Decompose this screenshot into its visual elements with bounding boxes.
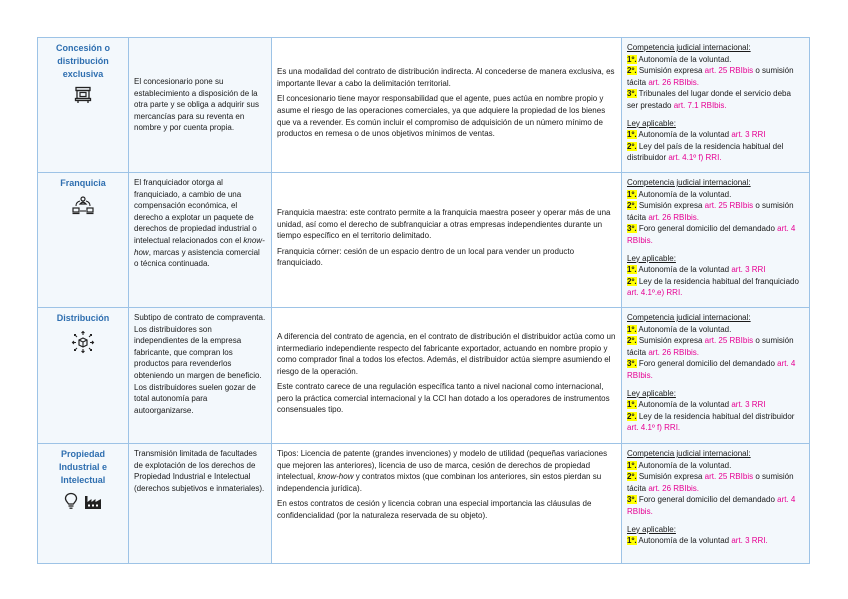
definition-cell [129, 308, 272, 444]
definition-cell [129, 444, 272, 564]
contract-type-cell [38, 38, 129, 173]
competence-item: 1º. Autonomía de la voluntad. [627, 460, 732, 470]
competence-item: 3º. Foro general domicilio del demandado art. 4 RBIbis. [627, 495, 796, 516]
detail-paragraph: En estos contratos de cesión y licencia cobran una especial importancia las cláusulas de confidencialidad (por la naturaleza reservada de su objeto). [277, 499, 592, 520]
contract-type-name: Propiedad Industrial e Intelectual [58, 449, 107, 486]
contract-type-name: Distribución [56, 313, 110, 323]
distribution-icon [71, 330, 95, 354]
applicable-law-title: Ley aplicable: [627, 253, 676, 263]
detail-cell [272, 444, 622, 564]
detail-paragraph: Franquicia maestra: este contrato permite a la franquicia maestra poseer y operar más de una unidad, así como el derecho de subfranquiciar a otras empresas independientes durante un tiempo específico en el territorio delimitado. [277, 208, 611, 241]
applicable-law-title: Ley aplicable: [627, 388, 676, 398]
table-row [38, 444, 810, 564]
law-cell [622, 38, 810, 173]
competence-item: 2º. Sumisión expresa art. 25 RBIbis o sumisión tácita art. 26 RBIbis. [627, 336, 794, 357]
law-cell [622, 308, 810, 444]
contract-type-cell [38, 173, 129, 308]
applicable-law-item: 1º. Autonomía de la voluntad art. 3 RRI [627, 265, 766, 275]
competence-item: 2º. Sumisión expresa art. 25 RBIbis o sumisión tácita art. 26 RBIbis. [627, 472, 794, 493]
contract-type-name: Franquicia [60, 178, 106, 188]
applicable-law-title: Ley aplicable: [627, 118, 676, 128]
lightbulb-icon [64, 492, 78, 510]
applicable-law-item: 1º. Autonomía de la voluntad art. 3 RRI [627, 400, 766, 410]
competence-title: Competencia judicial internacional: [627, 313, 751, 322]
competence-title: Competencia judicial internacional: [627, 43, 751, 52]
competence-item: 3º. Tribunales del lugar donde el servicio deba ser prestado art. 7.1 RBIbis. [627, 89, 791, 110]
store-icon [74, 86, 92, 104]
network-icon [72, 195, 94, 217]
detail-cell [272, 308, 622, 444]
competence-item: 1º. Autonomía de la voluntad. [627, 189, 732, 199]
factory-icon [84, 492, 102, 510]
competence-item: 2º. Sumisión expresa art. 25 RBIbis o sumisión tácita art. 26 RBIbis. [627, 201, 794, 222]
applicable-law-title: Ley aplicable: [627, 524, 676, 534]
table-row [38, 308, 810, 444]
contracts-table [37, 37, 810, 564]
competence-item: 3º. Foro general domicilio del demandado art. 4 RBIbis. [627, 224, 796, 245]
competence-item: 2º. Sumisión expresa art. 25 RBIbis o sumisión tácita art. 26 RBIbis. [627, 66, 794, 87]
detail-paragraph: El concesionario tiene mayor responsabilidad que el agente, pues actúa en nombre propio y asume el riesgo de las operaciones comerciales, ya que adquiere la propiedad de los bienes que va a revender. Es común incluir el compromiso de adquisición de un número mínimo de productos en remesa o de unos objetivos mínimos de ventas. [277, 94, 606, 139]
detail-cell [272, 38, 622, 173]
definition-emphasis: know-how [134, 235, 265, 257]
definition-text: Subtipo de contrato de compraventa. Los distribuidores son independientes de la empresa fabricante, que compran los productos para revenderlos obteniendo un margen de beneficio. Los distribuidores suelen gozar de total autonomía para autoorganizarse. [134, 313, 266, 415]
competence-item: 3º. Foro general domicilio del demandado art. 4 RBIbis. [627, 359, 796, 380]
definition-cell [129, 173, 272, 308]
detail-paragraph: Es una modalidad del contrato de distribución indirecta. Al concederse de manera exclusiva, es importante llevar a cabo la delimitación territorial. [277, 67, 615, 88]
law-cell [622, 444, 810, 564]
competence-title: Competencia judicial internacional: [627, 178, 751, 187]
competence-item: 1º. Autonomía de la voluntad. [627, 54, 732, 64]
table-row [38, 38, 810, 173]
applicable-law-item: 2º. Ley del país de la residencia habitual del distribuidor art. 4.1º f) RRI. [627, 141, 784, 163]
detail-cell [272, 173, 622, 308]
competence-title: Competencia judicial internacional: [627, 449, 751, 458]
detail-emphasis: know-how [317, 472, 354, 482]
applicable-law-item: 2º. Ley de la residencia habitual del franquiciado art. 4.1º.e) RRI. [627, 276, 799, 298]
definition-text: Transmisión limitada de facultades de explotación de los derechos de Propiedad Industrial e Intelectual (derechos subjetivos e inmateriales). [134, 449, 265, 493]
contract-type-cell [38, 444, 129, 564]
law-cell [622, 173, 810, 308]
detail-paragraph: A diferencia del contrato de agencia, en el contrato de distribución el distribuidor actúa como un intermediario independiente respecto del fabricante exportador, actuando en nombre propio y como comprador final a todos los efectos. Además, el distribuidor actúa siempre asumiendo el riesgo de la operación. [277, 331, 616, 376]
contract-type-cell [38, 308, 129, 444]
applicable-law-item: 1º. Autonomía de la voluntad art. 3 RRI [627, 130, 766, 140]
definition-text: , marcas y asistencia comercial o técnica continuada. [134, 247, 260, 269]
contract-type-name: Concesión o distribución exclusiva [55, 43, 110, 80]
definition-text: El franquiciador otorga al franquiciado, a cambio de una compensación económica, el derecho a explotar un paquete de derechos de propiedad industrial o intelectual relacionados con el [134, 178, 257, 245]
table-row [38, 173, 810, 308]
applicable-law-item: 1º. Autonomía de la voluntad art. 3 RRI. [627, 536, 768, 546]
detail-paragraph: Tipos: Licencia de patente (grandes invenciones) y modelo de utilidad (pequeñas variaciones que mejoren las anteriores), licencia de uso de marca, cesión de derechos de propiedad intelectual, know-how y contratos mixtos (que combinan los anteriores, sin estos pierdan su independencia jurídica). [277, 449, 608, 493]
definition-text: El concesionario pone su establecimiento a disposición de la otra parte y se obliga a adquirir sus mercancías para su reventa en nombre y por cuenta propia. [134, 77, 259, 133]
definition-cell [129, 38, 272, 173]
detail-paragraph: Este contrato carece de una regulación específica tanto a nivel nacional como internacional, pero la práctica comercial internacional y la CCI han dotado a los operadores de instrumentos consensuales tipo. [277, 382, 610, 415]
applicable-law-item: 2º. Ley de la residencia habitual del distribuidor art. 4.1º f) RRI. [627, 411, 795, 433]
detail-paragraph: Franquicia córner: cesión de un espacio dentro de un local para vender un producto franquiciado. [277, 246, 575, 268]
competence-item: 1º. Autonomía de la voluntad. [627, 324, 732, 334]
